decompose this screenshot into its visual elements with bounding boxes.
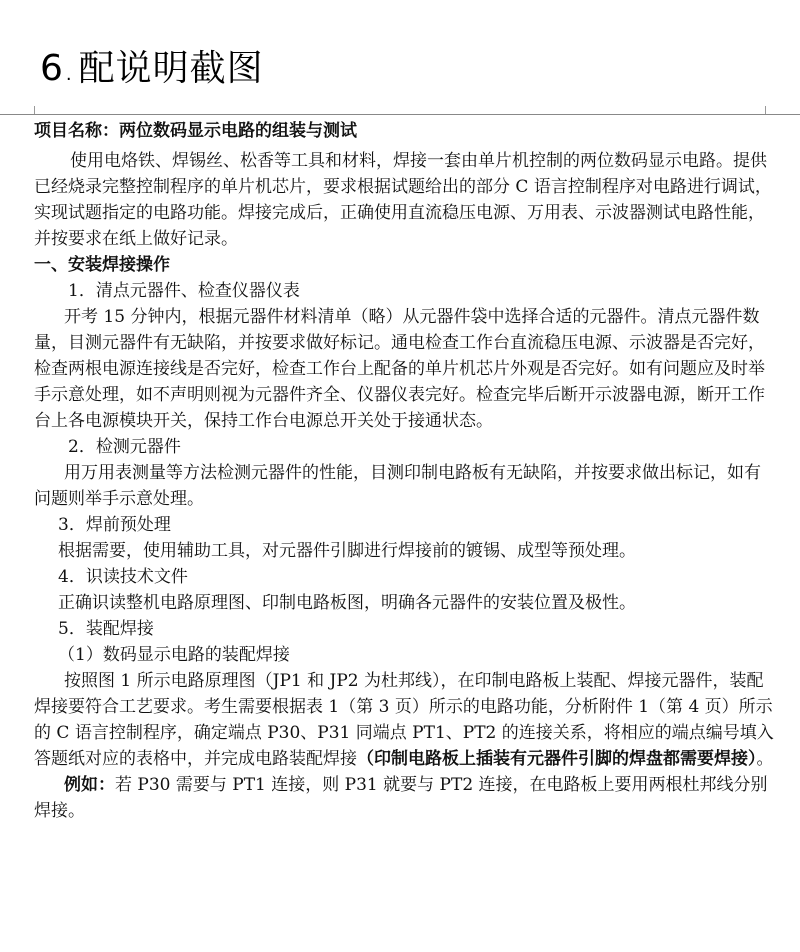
margin-corner-left — [22, 106, 35, 114]
margin-corner-right — [765, 106, 778, 114]
heading-number: 6 — [40, 48, 64, 89]
example-lead: 例如： — [64, 775, 115, 795]
intro-paragraph: 使用电烙铁、焊锡丝、松香等工具和材料，焊接一套由单片机控制的两位数码显示电路。提供已经烧录完整控制程序的单片机芯片，要求根据试题给出的部分 C 语言控制程序对电路进行调试，实现试题指定的电路功能。焊接完成后，正确使用直流稳压电源、万用表、示波器测试电路性能，并按要求在纸上做好记录。 — [34, 151, 772, 249]
heading-title: 配说明截图 — [78, 48, 264, 89]
project-name-line: 项目名称：两位数码显示电路的组装与测试 — [34, 121, 357, 141]
assembly-end: 。 — [756, 749, 774, 769]
subsection-title-3: 3．焊前预处理 — [58, 515, 171, 535]
assembly-instructions: 按照图 1 所示电路原理图（JP1 和 JP2 为杜邦线），在印制电路板上装配、焊接元器件，装配焊接要符合工艺要求。考生需要根据表 1（第 3 页）所示的电路功能，分析附件 1（第 4 页）所示的 C 语言控制程序，确定端点 P30、P31 同端点 PT1、PT2 的连接关系，将相应的端点编号填入答题纸对应的表格中，并完成电路装配焊接 — [34, 671, 774, 769]
subsection-title-4: 4．识读技术文件 — [58, 567, 188, 587]
subsection-title-5: 5．装配焊接 — [58, 619, 154, 639]
header-divider — [0, 114, 800, 115]
subsection-sub-5-1: （1）数码显示电路的装配焊接 — [58, 645, 290, 665]
section-heading-1: 一、安装焊接操作 — [34, 255, 170, 275]
subsection-body-5 — [34, 668, 774, 772]
example-paragraph — [34, 772, 774, 824]
subsection-body-1: 开考 15 分钟内，根据元器件材料清单（略）从元器件袋中选择合适的元器件。清点元器件数量，目测元器件有无缺陷，并按要求做好标记。通电检查工作台直流稳压电源、示波器是否完好，检查两根电源连接线是否完好，检查工作台上配备的单片机芯片外观是否完好。如有问题应及时举手示意处理，如不声明则视为元器件齐全、仪器仪表完好。检查完毕后断开示波器电源，断开工作台上各电源模块开关，保持工作台电源总开关处于接通状态。 — [34, 307, 765, 431]
example-body: 若 P30 需要与 PT1 连接，则 P31 就要与 PT2 连接，在电路板上要用两根杜邦线分别焊接。 — [34, 775, 768, 821]
page-heading — [40, 40, 264, 91]
subsection-body-3: 根据需要，使用辅助工具，对元器件引脚进行焊接前的镀锡、成型等预处理。 — [58, 541, 636, 561]
assembly-note-bold: （印制电路板上插装有元器件引脚的焊盘都需要焊接） — [357, 749, 757, 769]
subsection-title-2: 2．检测元器件 — [68, 437, 181, 457]
subsection-body-2: 用万用表测量等方法检测元器件的性能，目测印制电路板有无缺陷，并按要求做出标记，如有问题则举手示意处理。 — [34, 463, 761, 509]
document-body — [34, 118, 774, 824]
heading-dot: . — [65, 64, 73, 85]
subsection-title-1: 1．清点元器件、检查仪器仪表 — [68, 281, 300, 301]
subsection-body-4: 正确识读整机电路原理图、印制电路板图，明确各元器件的安装位置及极性。 — [58, 593, 636, 613]
